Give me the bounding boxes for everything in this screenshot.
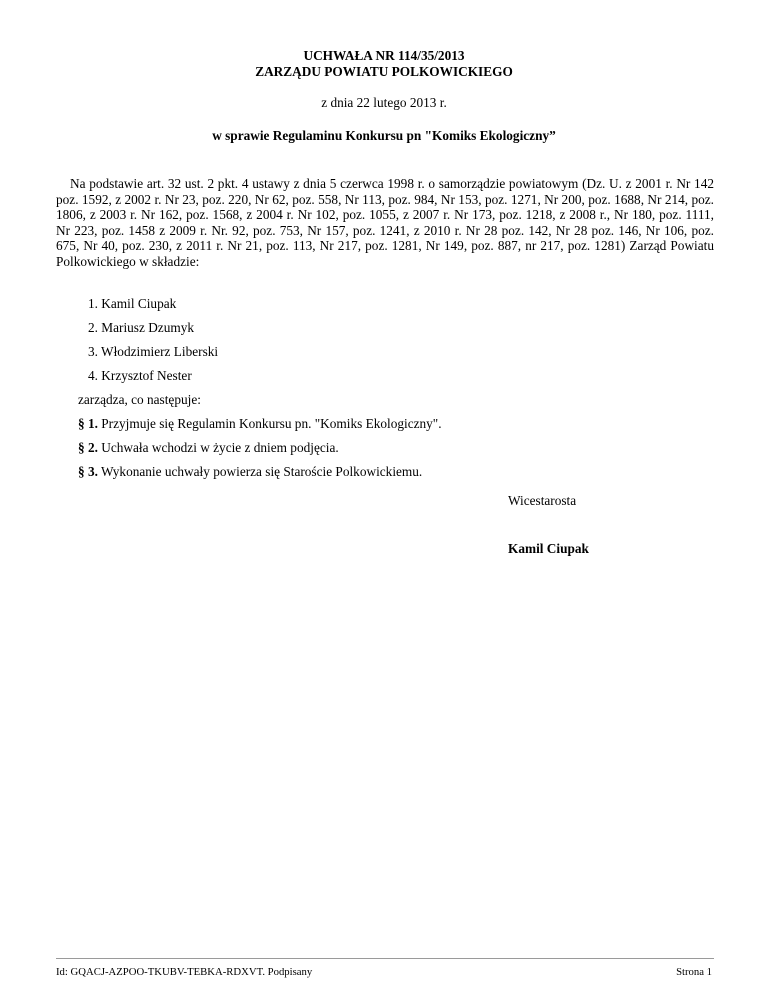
section-3 — [78, 464, 422, 480]
signatory-role: Wicestarosta — [508, 493, 577, 508]
issuing-body: ZARZĄDU POWIATU POLKOWICKIEGO — [255, 64, 513, 79]
decides-statement: zarządza, co następuje: — [78, 392, 201, 407]
section-text: Wykonanie uchwały powierza się Staroście Polkowickiemu. — [97, 464, 423, 479]
resolution-number: UCHWAŁA NR 114/35/2013 — [303, 48, 465, 63]
board-member: 3. Włodzimierz Liberski — [88, 344, 219, 359]
document-id: Id: GQACJ-AZPOO-TKUBV-TEBKA-RDXVT. Podpisany — [56, 966, 313, 978]
board-member: 4. Krzysztof Nester — [88, 368, 192, 383]
section-2 — [78, 440, 339, 456]
board-member: 1. Kamil Ciupak — [88, 296, 177, 311]
resolution-date: z dnia 22 lutego 2013 r. — [321, 95, 447, 110]
section-1 — [78, 416, 442, 432]
board-member: 2. Mariusz Dzumyk — [88, 320, 194, 335]
section-text: Przyjmuje się Regulamin Konkursu pn. "Komiks Ekologiczny". — [97, 416, 442, 431]
resolution-subject: w sprawie Regulaminu Konkursu pn "Komiks Ekologiczny” — [212, 128, 556, 143]
section-text: Uchwała wchodzi w życie z dniem podjęcia. — [97, 440, 339, 455]
legal-basis-paragraph: Na podstawie art. 32 ust. 2 pkt. 4 ustawy z dnia 5 czerwca 1998 r. o samorządzie powiatowym (Dz. U. z 2001 r. Nr 142 poz. 1592, z 2002 r. Nr 23, poz. 220, Nr 62, poz. 558, Nr 113, poz. 984, Nr 153, poz. 1271, Nr 200, poz. 1688, Nr 214, poz. 1806, z 2003 r. Nr 162, poz. 1568, z 2004 r. Nr 102, poz. 1055, z 2007 r. Nr 173, poz. 1218, z 2008 r., Nr 180, poz. 1111, Nr 223, poz. 1458 z 2009 r. Nr. 92, poz. 753, Nr 157, poz. 1241, z 2010 r. Nr 28 poz. 142, Nr 28 poz. 146, Nr 106, poz. 675, Nr 40, poz. 230, z 2011 r. Nr 21, poz. 113, Nr 217, poz. 1281, Nr 149, poz. 887, nr 217, poz. 1281) Zarząd Powiatu Polkowickiego w składzie: — [56, 176, 714, 269]
footer-divider — [56, 958, 714, 959]
section-number: § 1. — [78, 416, 98, 431]
signatory-name: Kamil Ciupak — [508, 541, 589, 556]
section-number: § 2. — [78, 440, 98, 455]
section-number: § 3. — [78, 464, 98, 479]
page-number: Strona 1 — [676, 966, 712, 978]
resolution-title — [0, 48, 768, 80]
